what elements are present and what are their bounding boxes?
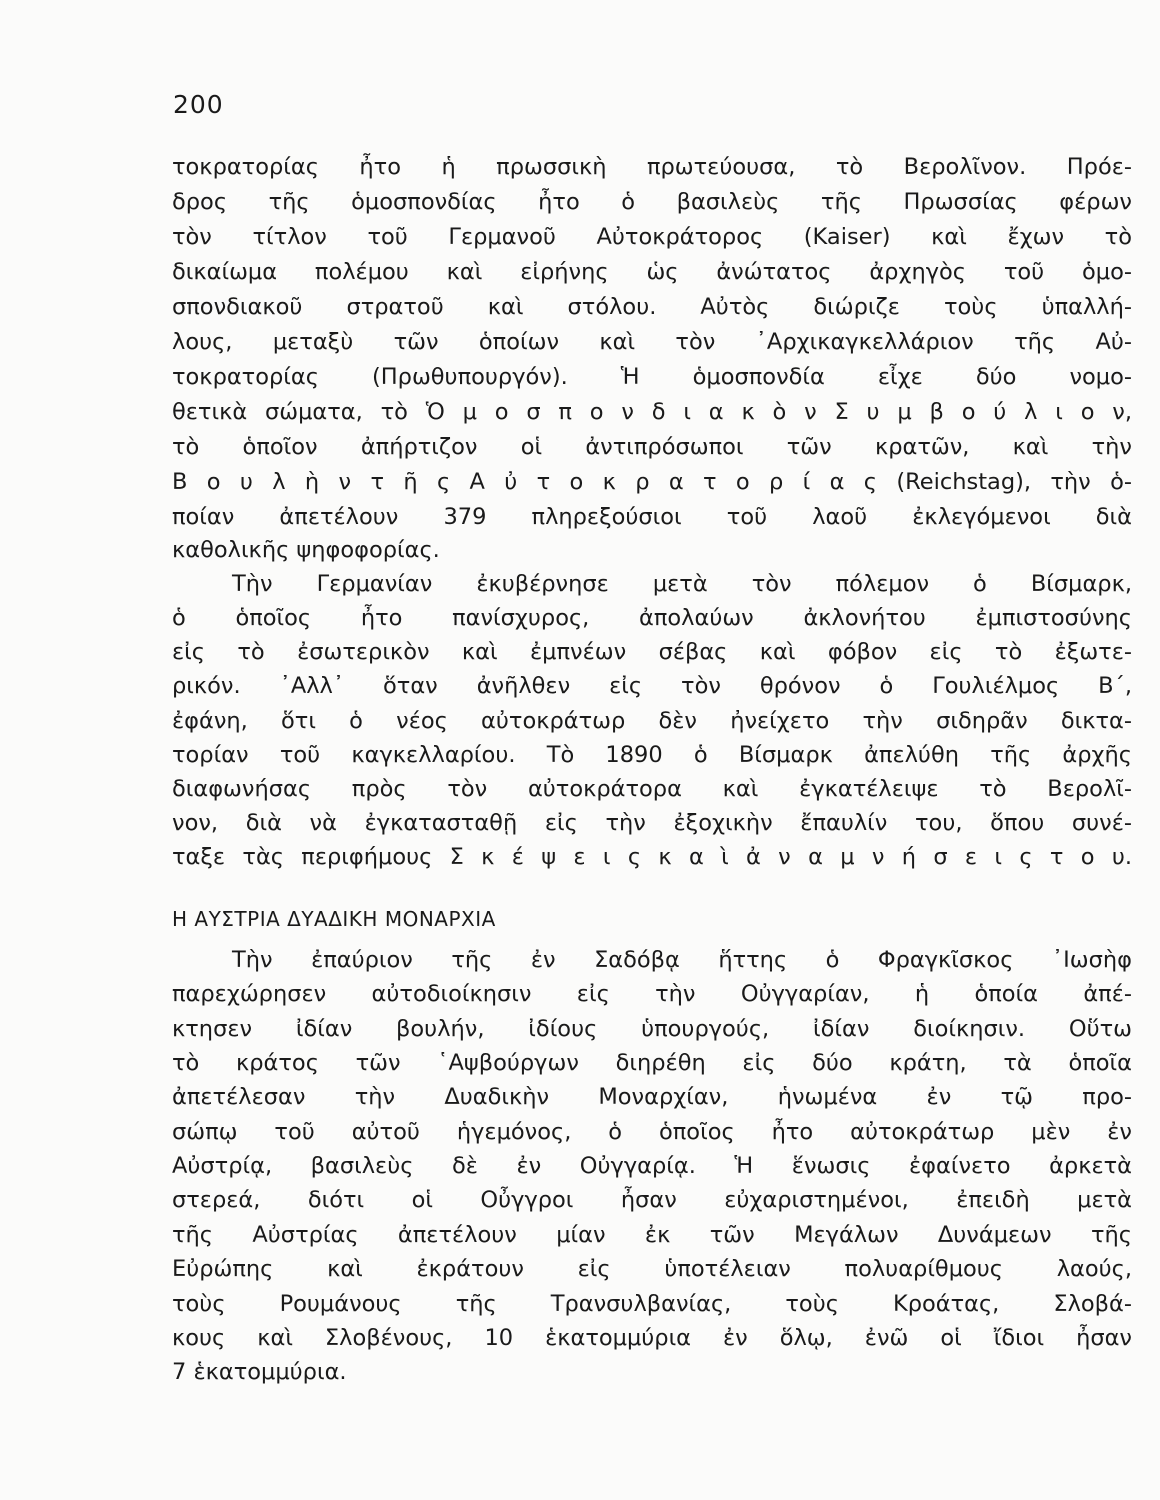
section-heading: Η ΑΥΣΤΡΙΑ ΔΥΑΔΙΚΗ ΜΟΝΑΡΧΙΑ [172,907,496,931]
text-line: λους, μεταξὺ τῶν ὁποίων καὶ τὸν ᾿Αρχικαγκελλάριον τῆς Αὐ- [172,329,1132,355]
page-number: 200 [173,90,224,119]
text-line: παρεχώρησεν αὐτοδιοίκησιν εἰς τὴν Οὐγγαρίαν, ἡ ὁποία ἀπέ- [172,981,1132,1007]
text-line: τοκρατορίας (Πρωθυπουργόν). Ἡ ὁμοσπονδία εἶχε δύο νομο- [172,364,1132,390]
text-line: Τὴν ἐπαύριον τῆς ἐν Σαδόβᾳ ἥττης ὁ Φραγκῖσκος ᾿Ιωσὴφ [232,947,1132,973]
text-line: Τὴν Γερμανίαν ἐκυβέρνησε μετὰ τὸν πόλεμον ὁ Βίσμαρκ, [232,571,1132,597]
text-line: κτησεν ἰδίαν βουλήν, ἰδίους ὑπουργούς, ἰδίαν διοίκησιν. Οὕτω [172,1016,1132,1042]
text-line: καθολικῆς ψηφοφορίας. [172,537,440,563]
text-line: τῆς Αὐστρίας ἀπετέλουν μίαν ἐκ τῶν Μεγάλων Δυνάμεων τῆς [172,1222,1132,1248]
text-line: τορίαν τοῦ καγκελλαρίου. Τὸ 1890 ὁ Βίσμαρκ ἀπελύθη τῆς ἀρχῆς [172,742,1132,768]
text-line: Αὐστρίᾳ, βασιλεὺς δὲ ἐν Οὐγγαρίᾳ. Ἡ ἕνωσις ἐφαίνετο ἀρκετὰ [172,1153,1132,1179]
text-line: 7 ἑκατομμύρια. [172,1359,347,1385]
text-line: ρικόν. ᾿Αλλ᾿ ὅταν ἀνῆλθεν εἰς τὸν θρόνον ὁ Γουλιέλμος Β΄, [172,673,1132,699]
text-line: νον, διὰ νὰ ἐγκατασταθῇ εἰς τὴν ἐξοχικὴν ἔπαυλίν του, ὅπου συνέ- [172,810,1132,836]
text-line: δρος τῆς ὁμοσπονδίας ἦτο ὁ βασιλεὺς τῆς Πρωσσίας φέρων [172,189,1132,215]
text-line: εἰς τὸ ἐσωτερικὸν καὶ ἐμπνέων σέβας καὶ φόβον εἰς τὸ ἐξωτε- [172,639,1132,665]
text-line: θετικὰ σώματα, τὸ Ὁ μ ο σ π ο ν δ ι α κ ὸ ν Σ υ μ β ο ύ λ ι ο ν, [172,399,1132,425]
text-line: ἀπετέλεσαν τὴν Δυαδικὴν Μοναρχίαν, ἡνωμένα ἐν τῷ προ- [172,1084,1132,1110]
text-line: τὸ ὁποῖον ἀπήρτιζον οἱ ἀντιπρόσωποι τῶν κρατῶν, καὶ τὴν [172,434,1132,460]
text-line: δικαίωμα πολέμου καὶ εἰρήνης ὡς ἀνώτατος ἀρχηγὸς τοῦ ὁμο- [172,259,1132,285]
text-line: τὸ κράτος τῶν ῾Αψβούργων διηρέθη εἰς δύο κράτη, τὰ ὁποῖα [172,1050,1132,1076]
text-line: στερεά, διότι οἱ Οὖγγροι ἦσαν εὐχαριστημένοι, ἐπειδὴ μετὰ [172,1187,1132,1213]
text-line: σώπῳ τοῦ αὐτοῦ ἡγεμόνος, ὁ ὁποῖος ἦτο αὐτοκράτωρ μὲν ἐν [172,1119,1132,1145]
text-line: τοὺς Ρουμάνους τῆς Τρανσυλβανίας, τοὺς Κροάτας, Σλοβά- [172,1291,1132,1317]
text-line: ταξε τὰς περιφήμους Σ κ έ ψ ε ι ς κ α ὶ ἀ ν α μ ν ή σ ε ι ς τ ο υ. [172,844,1132,870]
text-line: ἐφάνη, ὅτι ὁ νέος αὐτοκράτωρ δὲν ἠνείχετο τὴν σιδηρᾶν δικτα- [172,708,1132,734]
text-line: ποίαν ἀπετέλουν 379 πληρεξούσιοι τοῦ λαοῦ ἐκλεγόμενοι διὰ [172,504,1132,530]
text-line: τοκρατορίας ἦτο ἡ πρωσσικὴ πρωτεύουσα, τὸ Βερολῖνον. Πρόε- [172,154,1132,180]
text-line: Β ο υ λ ὴ ν τ ῆ ς Α ὐ τ ο κ ρ α τ ο ρ ί α ς (Reichstag), τὴν ὁ- [172,469,1132,495]
text-line: σπονδιακοῦ στρατοῦ καὶ στόλου. Αὐτὸς διώριζε τοὺς ὑπαλλή- [172,294,1132,320]
text-line: τὸν τίτλον τοῦ Γερμανοῦ Αὐτοκράτορος (Kaiser) καὶ ἔχων τὸ [172,224,1132,250]
text-line: κους καὶ Σλοβένους, 10 ἑκατομμύρια ἐν ὅλῳ, ἐνῶ οἱ ἴδιοι ἦσαν [172,1325,1132,1351]
text-line: διαφωνήσας πρὸς τὸν αὐτοκράτορα καὶ ἐγκατέλειψε τὸ Βερολῖ- [172,776,1132,802]
text-line: ὁ ὁποῖος ἦτο πανίσχυρος, ἀπολαύων ἀκλονήτου ἐμπιστοσύνης [172,605,1132,631]
text-line: Εὐρώπης καὶ ἐκράτουν εἰς ὑποτέλειαν πολυαρίθμους λαούς, [172,1256,1132,1282]
